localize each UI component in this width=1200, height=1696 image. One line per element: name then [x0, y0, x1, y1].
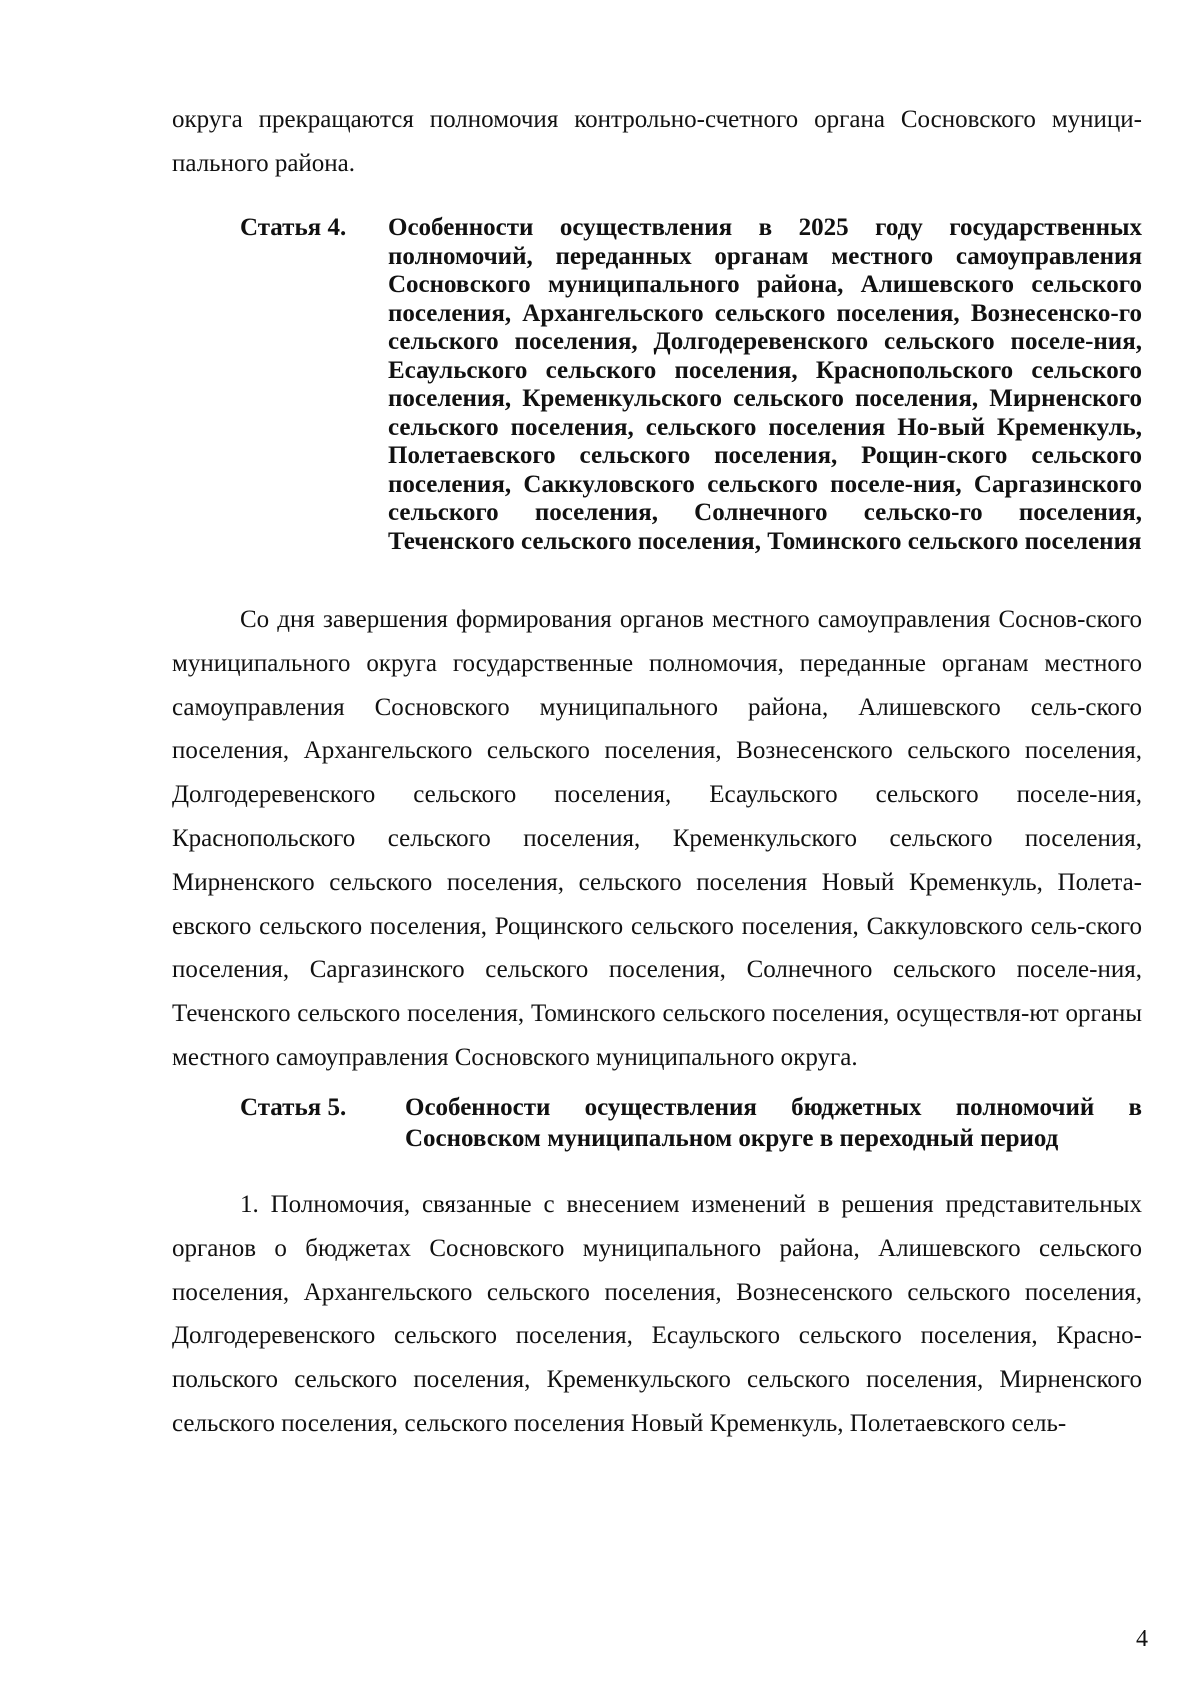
article-4-body-block	[172, 598, 1142, 1080]
intro-paragraph: округа прекращаются полномочия контрольно-счетного органа Сосновского муници-пального района.	[172, 106, 1142, 177]
article-4-body: Со дня завершения формирования органов местного самоуправления Соснов-ского муниципального округа государственные полномочия, переданные органам местного самоуправления Сосновского муниципального района, Алишевского сель-ского поселения, Архангельского сельского поселения, Вознесенского сельского поселения, Долгодеревенского сельского поселения, Есаульского сельского поселе-ния, Краснопольского сельского поселения, Кременкульского сельского поселения, Мирненского сельского поселения, сельского поселения Новый Кременкуль, Полета-евского сельского поселения, Рощинского сельского поселения, Саккуловского сель-ского поселения, Саргазинского сельского поселения, Солнечного сельского поселе-ния, Теченского сельского поселения, Томинского сельского поселения, осуществля-ют органы местного самоуправления Сосновского муниципального округа.	[172, 606, 1142, 1071]
article-5-number: Статья 5.	[240, 1094, 347, 1121]
article-5-clause-1: 1. Полномочия, связанные с внесением изменений в решения представительных органов о бюджетах Сосновского муниципального района, Алишевского сельского поселения, Архангельского сельского поселения, Вознесенского сельского поселения, Долгодеревенского сельского поселения, Есаульского сельского поселения, Красно-польского сельского поселения, Кременкульского сельского поселения, Мирненского сельского поселения, сельского поселения Новый Кременкуль, Полетаевского сель-	[172, 1191, 1142, 1437]
article-5-title: Особенности осуществления бюджетных полномочий в Сосновском муниципальном округе в переходный период	[405, 1094, 1142, 1152]
article-4-number: Статья 4.	[240, 214, 347, 241]
article-5-heading	[240, 1092, 1142, 1154]
article-4-heading	[240, 214, 1142, 556]
page-number: 4	[1136, 1626, 1148, 1652]
article-5-body-block	[172, 1183, 1142, 1446]
intro-paragraph-block	[172, 98, 1142, 186]
article-4-title: Особенности осуществления в 2025 году государственных полномочий, переданных органам местного самоуправления Сосновского муниципального района, Алишевского сельского поселения, Архангельского сельского поселения, Вознесенско-го сельского поселения, Долгодеревенского сельского поселе-ния, Есаульского сельского поселения, Краснопольского сельского поселения, Кременкульского сельского поселения, Мирненского сельского поселения, сельского поселения Но-вый Кременкуль, Полетаевского сельского поселения, Рощин-ского сельского поселения, Саккуловского сельского поселе-ния, Саргазинского сельского поселения, Солнечного сельско-го поселения, Теченского сельского поселения, Томинского сельского поселения	[388, 214, 1142, 555]
